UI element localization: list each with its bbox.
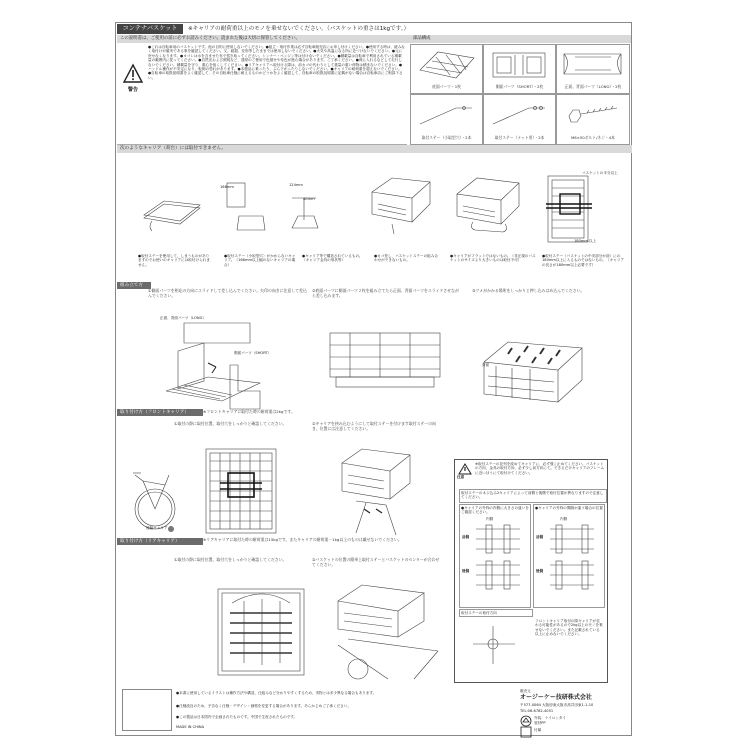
part-card bbox=[556, 44, 630, 94]
rear-step: ②バスケットの位置の簡単上取付ステーとバスケットのセンターが合わせてください。 bbox=[312, 557, 440, 567]
sold-by-label: 販売元 bbox=[520, 689, 531, 693]
made-in: MADE IN CHINA bbox=[176, 725, 205, 729]
caution-box bbox=[454, 459, 608, 683]
manual-note: この説明書は、ご使用の前に必ずお読みください。読まれた後は大切に保管してください。 bbox=[117, 35, 410, 43]
long-panel-illustration bbox=[561, 50, 625, 82]
front-side-label: 前側 bbox=[536, 535, 544, 539]
material-label: 外装：ナイロンタイ bbox=[534, 716, 566, 720]
dim-40: 40mm bbox=[303, 197, 315, 201]
bolt-illustration bbox=[563, 100, 623, 130]
part-card bbox=[483, 44, 556, 94]
part-card bbox=[483, 94, 556, 145]
caution-text2: 取付ステーのネジ込み2キャリアによって前側と後側で取付位置が異なりますので注意してください。 bbox=[459, 489, 607, 503]
bottom-panel-illustration bbox=[416, 48, 476, 84]
rear-carrier-grid-illustration bbox=[216, 583, 308, 679]
basket-topview-illustration bbox=[544, 174, 596, 248]
caution-text1: ※取付ステーの並列を改めてキャリアに、必ず強く止めてください。バスケットの方向、金具の取付方向、必ず少し前方向にて。できるだけキャリアのフレームに近いほうにて取付けてください。 bbox=[475, 462, 605, 475]
compat-caption: ●取付ステー（小取型穴）がかからないキャリア。（166mm以上幅のないキャリアの場合） bbox=[224, 254, 296, 267]
carrier-label: 後輪キャリア bbox=[146, 526, 168, 530]
basket-bracket-illustration bbox=[368, 174, 434, 238]
dim-180: 180mm 以上 bbox=[574, 239, 597, 243]
compat-caption: ●取付ステーを使用して、しまうものがありますのでお使いのキャリアには取付けられません。 bbox=[138, 254, 210, 267]
inner-label: 内側 bbox=[560, 517, 568, 521]
part-card bbox=[410, 94, 483, 145]
front-step: ②キャリアを挟み込むようにして取付ステーを付けます取付ステーの向き、位置には注意してください。 bbox=[312, 421, 436, 431]
basket-on-carrier-illustration bbox=[451, 174, 525, 234]
rear-bar: 取り付け方（リアキャリア） bbox=[117, 538, 203, 545]
long-panel-label: 正面、背面パーツ（LONG） bbox=[160, 316, 206, 320]
part-label: M6×50ボルト/ネジ・4本 bbox=[571, 135, 615, 140]
front-note: ※フロントキャリアに取付た時の耐荷重は2kgです。 bbox=[203, 409, 295, 414]
company-phone: TEL:06-6782-4051 bbox=[520, 709, 554, 713]
page-title: コンテナバスケット bbox=[117, 24, 183, 34]
compat-caption: ●カゴ差し、バスケットステーの組み合わせができないもの。 bbox=[374, 254, 438, 263]
material-label-2: 底材PP bbox=[534, 721, 546, 725]
front-step: ①取付の際に取付位置、取付穴をしっかりと確認してください。 bbox=[174, 421, 287, 426]
part-label: 取付ステー（ナット用）・2本 bbox=[494, 135, 545, 140]
assembly-step: ①側面パーツを相応の方向にスライドして差し込んでください。矢印の向きに注意して差込んでください。 bbox=[148, 288, 307, 298]
parts-grid bbox=[410, 44, 629, 144]
stay-small-illustration bbox=[416, 100, 476, 130]
footer-note: ●仕様改良のため、予告なく仕様・デザイン・価格を変更する場合があります。あらかじめご了承ください。 bbox=[176, 704, 351, 708]
short-panel-label: 側面パーツ（SHORT） bbox=[234, 351, 272, 355]
stay-direction-diagram bbox=[469, 622, 519, 668]
short-side-panel-illustration bbox=[489, 50, 549, 82]
half-width-label: バスケットの半分以上 bbox=[582, 171, 618, 175]
parts-title: 部品構成 bbox=[410, 35, 631, 43]
rear-side-label: 後側 bbox=[536, 569, 544, 573]
assembly-step: ②底面パーツに側面パーツ２枚を組み立てたら正面、背面パーツをスライドさせながら差し込みます。 bbox=[312, 288, 459, 298]
weight-warning: ※キャリアの耐荷重以上のモノを乗せないでください。（バスケットの重さは1kgです。） bbox=[188, 26, 410, 32]
dim-124: 124mm bbox=[289, 183, 303, 187]
caution-col bbox=[459, 504, 531, 608]
inner-label: 内側 bbox=[486, 517, 494, 521]
part-card bbox=[410, 44, 483, 94]
part-label: 側面パーツ（SHORT）・2枚 bbox=[495, 84, 544, 89]
caution-text4: フロントキャリア取付の際キャリアが変わる可能性があるので2kg以上のモノを乗せないでください。また記載されている以上に止めないでください。 bbox=[535, 619, 603, 637]
back-label: 背面 bbox=[482, 363, 490, 367]
warning-label: 警告 bbox=[127, 87, 138, 93]
front-side-label: 前側 bbox=[462, 535, 470, 539]
caution-label: 注意 bbox=[457, 475, 465, 479]
assembly-step3-illustration bbox=[478, 336, 588, 406]
instruction-sheet bbox=[115, 22, 632, 736]
part-label: 底面パーツ・1枚 bbox=[432, 84, 461, 89]
compat-caption: ●キャリア等で構造されているもの。（キャリア金具の形状等） bbox=[302, 254, 363, 263]
assembly-step2-illustration bbox=[326, 329, 446, 393]
assembly-step: ③ツメがかかる場所をしっかりと押し込みはめ込んでください。 bbox=[472, 288, 585, 293]
footer-note: ●本書に使用しているイラストは操作方法や構造、仕組みなど分かりやすくするため、実物とは多少異なる場合もあります。 bbox=[176, 691, 377, 695]
bicycle-illustration bbox=[125, 453, 181, 537]
warning-text: ●これは自転車用のバスケットです。他の目的に使用しないでください。●組立・取付作業は必ず自転車販売店にお申し付けください。●使用する時は、緩みなく取付けが確実である事を確認してください。又、破損、変形等したままでは使用しないでください。●火気や高温になる所に近づけないでください。●元に戻せなくなります。●ヨゴレは水を含ませた布で拭き取ってください。シンナー・ベンジン等は付けないでください。●積載量は自転車で利用されている積載量の範囲内に従ってください。●自然光および照明など、通常のご使用で色褪せや変色が進む場合があります。ご了承ください。●荷に入れるなどして走行しないでください。積載量を守り、重心を低くしてください。●リアキャリアへ取付ける際は、前カゴの代わりとして重量の重い荷物は積まないでください。●ハンドル操作が不安定になり、転倒の恐れがあります。●本製品に乗ったり、ぶら下がったりしないでください。●キャリアの耐荷重を超えないでください。●自転車の取扱説明書をよく確認して、その自転車仕様に耐えるものかどうかをよく確認して、自転車の取扱説明書に記載がない場合は自転車店にご相談下さい。 bbox=[148, 45, 405, 80]
dim-166: 166mm bbox=[220, 185, 234, 189]
product-label-box bbox=[122, 689, 172, 731]
assembly-step1-illustration bbox=[164, 321, 264, 411]
footer-note: ●この製品は日本国内で企画されたものです。中国で生産されたものです。 bbox=[176, 715, 298, 719]
warning-icon bbox=[123, 64, 143, 84]
company-name: オージーケー技研株式会社 bbox=[520, 694, 592, 701]
compat-caption: ●取付ステー（バスケットの中央部分が前）にの180mm以上に入るものではないもの。（キャリアの長さが180mm以上必要です） bbox=[542, 254, 624, 267]
stay-nut-illustration bbox=[489, 100, 549, 130]
rear-side-label: 後側 bbox=[462, 569, 470, 573]
front-mount-illustration bbox=[336, 447, 416, 539]
stay-position-diagram bbox=[542, 521, 602, 607]
front-bar: 取り付け方（フロントキャリア） bbox=[117, 409, 203, 416]
compat-bar: 次のようなキャリア（荷台）には取付できません。 bbox=[117, 145, 632, 153]
caution-icon bbox=[458, 463, 472, 475]
part-label: 取付ステー（小取型穴）・2本 bbox=[421, 135, 472, 140]
rear-mount-illustration bbox=[328, 579, 448, 683]
compat-caption: ●キャリアがフラットではないもの。（非正規のバスケットのサイズより大きいものは取付不可） bbox=[450, 254, 536, 263]
assembly-bar: 組み立て方 bbox=[117, 282, 151, 289]
front-carrier-grid-illustration bbox=[204, 447, 280, 535]
rear-step: ①取付の際に取付位置、取付穴をしっかりと確認してください。 bbox=[174, 557, 287, 562]
stay-position-diagram bbox=[468, 521, 528, 607]
caution-col bbox=[533, 504, 605, 608]
parts-label: 付属 bbox=[534, 728, 542, 732]
carrier-wide-illustration bbox=[142, 195, 202, 235]
part-label: 正面、背面パーツ（LONG）・2枚 bbox=[564, 84, 622, 89]
parts-icon bbox=[520, 726, 532, 738]
carrier-frame-illustration bbox=[288, 190, 322, 234]
caution-text3: 取付ステーの取付方向 bbox=[459, 609, 533, 617]
warning-block bbox=[117, 44, 407, 145]
part-card bbox=[556, 94, 630, 145]
caution-col-title: ●キャリアの外枠の間隔が違う場合の位置 bbox=[535, 506, 603, 510]
caution-col-title: ●キャリアの外枠の内側に大きさの違いをご確認ください。 bbox=[461, 506, 529, 515]
company-address: 〒577-0064 大阪府東大阪市高井田東1-1-10 bbox=[520, 703, 594, 707]
stay-hook-illustration bbox=[233, 210, 269, 236]
rear-note: ※リアキャリアに取付た時の耐荷重は15kgです。またキャリアの耐荷重－1kg以上のものは載せないでください。 bbox=[203, 537, 402, 542]
